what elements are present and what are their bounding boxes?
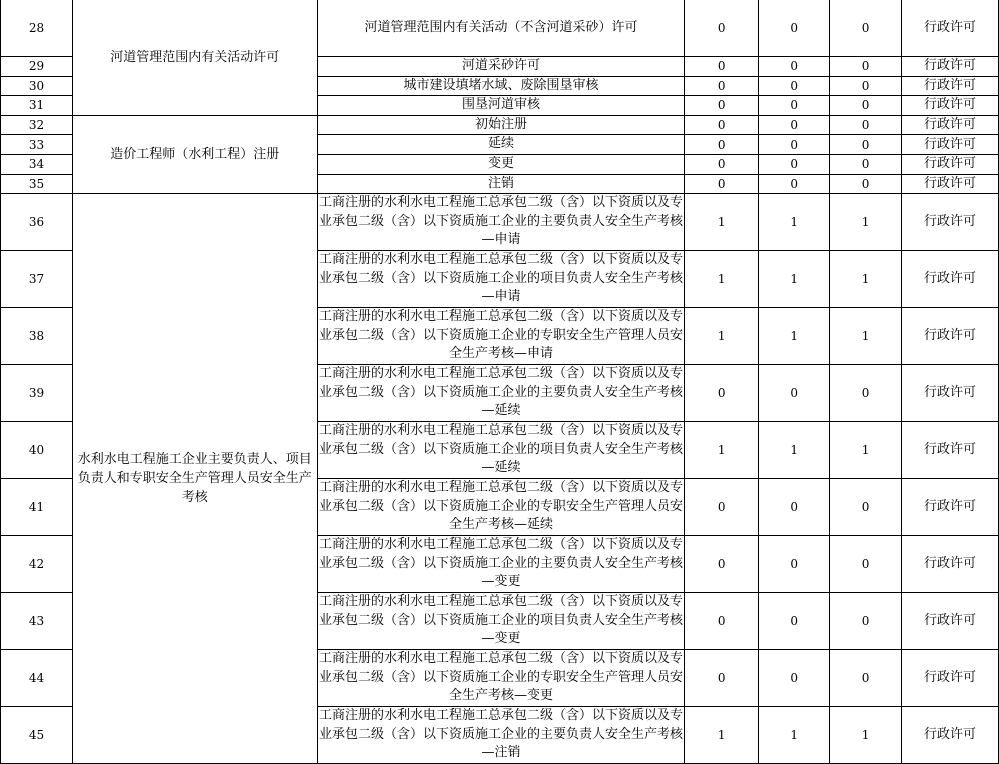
count-cell-3: 1	[830, 707, 902, 764]
count-cell-3: 0	[830, 593, 902, 650]
permit-type-cell: 行政许可	[902, 251, 999, 308]
row-number-cell: 44	[1, 650, 73, 707]
count-cell-1: 0	[685, 593, 759, 650]
permit-type-cell: 行政许可	[902, 174, 999, 194]
permit-type-cell: 行政许可	[902, 536, 999, 593]
row-number-cell: 29	[1, 57, 73, 77]
count-cell-2: 1	[759, 251, 830, 308]
table-row	[1, 194, 999, 251]
item-cell: 工商注册的水利水电工程施工总承包二级（含）以下资质以及专业承包二级（含）以下资质施工企业的项目负责人安全生产考核—变更	[317, 593, 685, 650]
count-cell-3: 0	[830, 57, 902, 77]
count-cell-3: 0	[830, 650, 902, 707]
count-cell-1: 0	[685, 365, 759, 422]
table-row	[1, 115, 999, 135]
item-cell: 注销	[317, 174, 685, 194]
count-cell-3: 0	[830, 536, 902, 593]
permit-type-cell: 行政许可	[902, 96, 999, 116]
item-cell: 围垦河道审核	[317, 96, 685, 116]
count-cell-3: 0	[830, 135, 902, 155]
count-cell-2: 1	[759, 707, 830, 764]
item-cell: 工商注册的水利水电工程施工总承包二级（含）以下资质以及专业承包二级（含）以下资质施工企业的项目负责人安全生产考核—申请	[317, 251, 685, 308]
count-cell-1: 0	[685, 154, 759, 174]
row-number-cell: 40	[1, 422, 73, 479]
count-cell-3: 1	[830, 422, 902, 479]
item-cell: 工商注册的水利水电工程施工总承包二级（含）以下资质以及专业承包二级（含）以下资质施工企业的专职安全生产管理人员安全生产考核—延续	[317, 479, 685, 536]
count-cell-1: 1	[685, 308, 759, 365]
row-number-cell: 43	[1, 593, 73, 650]
count-cell-2: 1	[759, 422, 830, 479]
count-cell-3: 0	[830, 365, 902, 422]
permit-type-cell: 行政许可	[902, 365, 999, 422]
item-cell: 工商注册的水利水电工程施工总承包二级（含）以下资质以及专业承包二级（含）以下资质施工企业的主要负责人安全生产考核—变更	[317, 536, 685, 593]
count-cell-3: 0	[830, 96, 902, 116]
permit-type-cell: 行政许可	[902, 422, 999, 479]
row-number-cell: 35	[1, 174, 73, 194]
row-number-cell: 38	[1, 308, 73, 365]
permit-type-cell: 行政许可	[902, 115, 999, 135]
row-number-cell: 39	[1, 365, 73, 422]
count-cell-1: 0	[685, 536, 759, 593]
permit-type-cell: 行政许可	[902, 154, 999, 174]
count-cell-1: 0	[685, 115, 759, 135]
count-cell-2: 0	[759, 174, 830, 194]
count-cell-2: 0	[759, 115, 830, 135]
count-cell-1: 0	[685, 479, 759, 536]
permit-type-cell: 行政许可	[902, 57, 999, 77]
item-cell: 工商注册的水利水电工程施工总承包二级（含）以下资质以及专业承包二级（含）以下资质施工企业的主要负责人安全生产考核—申请	[317, 194, 685, 251]
count-cell-2: 1	[759, 194, 830, 251]
row-number-cell: 41	[1, 479, 73, 536]
item-cell: 工商注册的水利水电工程施工总承包二级（含）以下资质以及专业承包二级（含）以下资质施工企业的主要负责人安全生产考核—注销	[317, 707, 685, 764]
row-number-cell: 42	[1, 536, 73, 593]
permit-type-cell: 行政许可	[902, 479, 999, 536]
count-cell-1: 0	[685, 135, 759, 155]
permit-type-cell: 行政许可	[902, 194, 999, 251]
permit-type-cell: 行政许可	[902, 593, 999, 650]
category-cell: 河道管理范围内有关活动许可	[72, 0, 317, 115]
count-cell-1: 0	[685, 76, 759, 96]
row-number-cell: 31	[1, 96, 73, 116]
item-cell: 初始注册	[317, 115, 685, 135]
count-cell-3: 0	[830, 0, 902, 57]
permit-type-cell: 行政许可	[902, 308, 999, 365]
count-cell-2: 0	[759, 536, 830, 593]
count-cell-3: 0	[830, 479, 902, 536]
count-cell-1: 0	[685, 57, 759, 77]
count-cell-3: 0	[830, 115, 902, 135]
count-cell-1: 0	[685, 174, 759, 194]
item-cell: 工商注册的水利水电工程施工总承包二级（含）以下资质以及专业承包二级（含）以下资质施工企业的主要负责人安全生产考核—延续	[317, 365, 685, 422]
count-cell-2: 0	[759, 650, 830, 707]
count-cell-3: 1	[830, 251, 902, 308]
item-cell: 城市建设填堵水域、废除围垦审核	[317, 76, 685, 96]
item-cell: 河道管理范围内有关活动（不含河道采砂）许可	[317, 0, 685, 57]
count-cell-1: 1	[685, 194, 759, 251]
item-cell: 工商注册的水利水电工程施工总承包二级（含）以下资质以及专业承包二级（含）以下资质施工企业的专职安全生产管理人员安全生产考核—申请	[317, 308, 685, 365]
item-cell: 工商注册的水利水电工程施工总承包二级（含）以下资质以及专业承包二级（含）以下资质施工企业的项目负责人安全生产考核—延续	[317, 422, 685, 479]
permit-type-cell: 行政许可	[902, 76, 999, 96]
count-cell-2: 0	[759, 154, 830, 174]
count-cell-1: 1	[685, 251, 759, 308]
count-cell-2: 0	[759, 96, 830, 116]
count-cell-1: 0	[685, 650, 759, 707]
row-number-cell: 34	[1, 154, 73, 174]
count-cell-2: 0	[759, 0, 830, 57]
count-cell-1: 1	[685, 707, 759, 764]
category-cell: 造价工程师（水利工程）注册	[72, 115, 317, 193]
count-cell-2: 0	[759, 593, 830, 650]
category-cell: 水利水电工程施工企业主要负责人、项目负责人和专职安全生产管理人员安全生产考核	[72, 194, 317, 764]
count-cell-3: 1	[830, 308, 902, 365]
count-cell-2: 1	[759, 308, 830, 365]
row-number-cell: 37	[1, 251, 73, 308]
row-number-cell: 30	[1, 76, 73, 96]
count-cell-2: 0	[759, 135, 830, 155]
item-cell: 变更	[317, 154, 685, 174]
permit-type-cell: 行政许可	[902, 0, 999, 57]
item-cell: 延续	[317, 135, 685, 155]
permit-type-cell: 行政许可	[902, 650, 999, 707]
row-number-cell: 36	[1, 194, 73, 251]
row-number-cell: 28	[1, 0, 73, 57]
count-cell-3: 0	[830, 174, 902, 194]
count-cell-1: 1	[685, 422, 759, 479]
table-row	[1, 0, 999, 57]
permit-type-cell: 行政许可	[902, 707, 999, 764]
item-cell: 工商注册的水利水电工程施工总承包二级（含）以下资质以及专业承包二级（含）以下资质施工企业的专职安全生产管理人员安全生产考核—变更	[317, 650, 685, 707]
row-number-cell: 45	[1, 707, 73, 764]
item-cell: 河道采砂许可	[317, 57, 685, 77]
count-cell-1: 0	[685, 96, 759, 116]
count-cell-1: 0	[685, 0, 759, 57]
count-cell-2: 0	[759, 57, 830, 77]
row-number-cell: 32	[1, 115, 73, 135]
table-body	[1, 0, 999, 764]
count-cell-3: 0	[830, 76, 902, 96]
permit-type-cell: 行政许可	[902, 135, 999, 155]
count-cell-3: 1	[830, 194, 902, 251]
count-cell-2: 0	[759, 479, 830, 536]
count-cell-2: 0	[759, 365, 830, 422]
count-cell-3: 0	[830, 154, 902, 174]
row-number-cell: 33	[1, 135, 73, 155]
count-cell-2: 0	[759, 76, 830, 96]
